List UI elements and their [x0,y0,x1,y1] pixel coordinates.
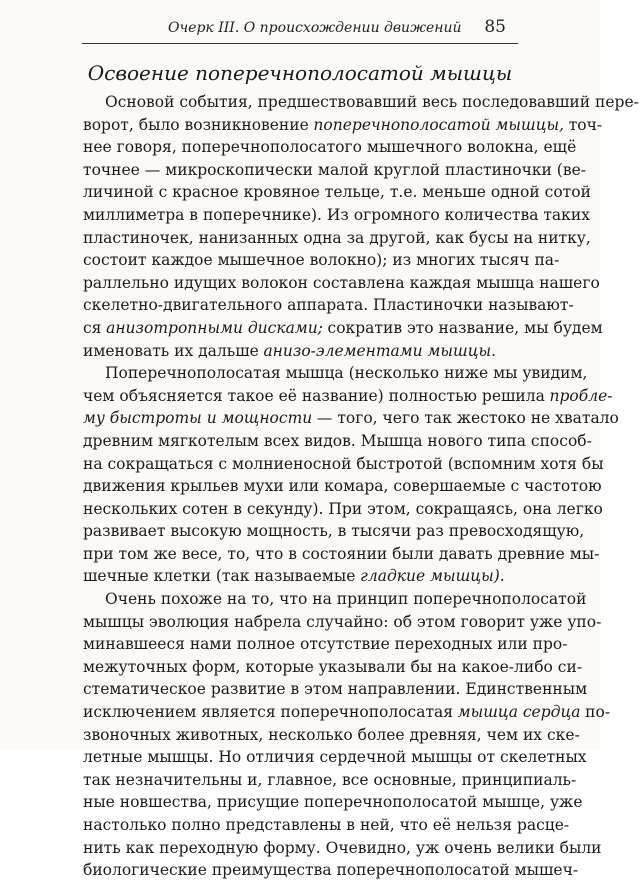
text-line [83,249,560,272]
text-run: летные мышцы. Но отличия сердечной мышцы от скелетных [83,748,587,767]
text-run: скелетно-двигательного аппарата. Пластиночки называют- [83,296,574,315]
text-line [83,159,586,182]
text-run: нить как переходную форму. Очевидно, уж очень велики были [83,838,602,857]
text-run: личиной с красное кровяное тельце, т.е. меньше одной сотой [83,183,591,202]
paragraph-3 [83,588,611,882]
text-line [83,181,591,204]
text-run: на сокращаться с молниеносной быстротой (вспомним хотя бы [83,454,604,473]
text-run: Очень похоже на то, что на принцип поперечнополосатой [105,590,587,609]
text-run: точ- [568,115,603,134]
italic-term: мышца сердца [457,703,581,722]
text-line [83,475,602,498]
text-line [83,340,541,363]
text-run: миллиметра в поперечнике). Из огромного количества таких [83,205,590,224]
text-run: звоночных животных, несколько более древняя, чем их ске- [83,725,580,744]
italic-term: поперечнополосатой мышцы, [313,115,565,134]
header-rule [82,43,518,44]
text-run: шечные клетки (так называемые [83,567,356,586]
text-line [83,114,603,137]
paragraph-2 [83,362,619,588]
text-line [83,91,639,114]
text-run: древним мягкотелым всех видов. Мышца нового типа способ- [83,431,592,450]
text-run: ся [83,318,102,337]
text-line [83,498,603,521]
body-text [83,91,639,882]
italic-term: му быстроты и мощности [83,409,313,428]
page-number: 85 [484,17,506,37]
text-line [83,859,579,882]
text-line [83,407,619,430]
text-run: нескольких сотен в секунду). При этом, сокращаясь, она легко [83,499,603,518]
text-line [83,678,588,701]
text-line [83,430,592,453]
text-line [83,565,541,588]
text-line [83,294,574,317]
text-line [83,520,585,543]
text-line [83,611,602,634]
text-line [83,724,580,747]
text-line [83,791,583,814]
text-run: сократив это название, мы будем [327,318,603,337]
text-line [83,701,611,724]
text-run: Основой события, предшествовавший весь последовавший пере- [105,93,639,111]
text-run: раллельно идущих волокон составлена каждая мышца нашего [83,273,600,292]
text-line [83,837,602,860]
text-run: нее говоря, поперечнополосатого мышечного волокна, ещё [83,138,577,157]
text-run: при том же весе, то, что в состоянии были давать древние мы- [83,544,600,563]
text-run: состоит каждое мышечное волокно); из многих тысяч па- [83,251,560,270]
text-line [83,453,604,476]
text-line [83,227,591,250]
text-run: ные новшества, присущие поперечнополосатой мышце, уже [83,793,583,812]
text-run: биологические преимущества поперечнополосатой мышеч- [83,861,579,880]
text-line [83,746,587,769]
text-run: точнее — микроскопически малой круглой пластиночки (ве- [83,160,586,179]
text-line [83,633,568,656]
text-run: так незначительны и, главное, все основные, принципиаль- [83,770,577,789]
paragraph-1 [83,91,639,362]
text-line [83,543,600,566]
text-run: межуточных форм, которые указывали бы на какое-либо си- [83,657,583,676]
italic-term: пробле- [549,386,613,405]
text-run: стематическое развитие в этом направлении. Единственным [83,680,588,699]
text-line [83,136,577,159]
text-line [83,814,570,837]
running-head: Очерк III. О происхождении движений [168,20,462,36]
italic-term: анизотропными дисками; [106,318,323,337]
text-run: по- [585,703,611,722]
text-run: исключением является поперечнополосатая [83,703,454,722]
italic-term: анизо-элементами мышцы. [263,341,497,360]
text-run: ворот, было возникновение [83,115,309,134]
text-line [83,385,613,408]
text-run: именовать их дальше [83,341,259,360]
text-line [83,656,583,679]
text-line [83,272,600,295]
text-run: минавшееся нами полное отсутствие переходных или про- [83,635,568,654]
text-run: настолько полно представлены в ней, что её нельзя расце- [83,816,570,834]
section-title: Освоение поперечнополосатой мышцы [87,61,513,85]
text-line [83,362,588,385]
text-run: чем объясняется такое её название) полностью решила [83,386,545,405]
text-line [83,588,587,611]
text-run: движения крыльев мухи или комара, совершаемые с частотою [83,477,602,496]
text-run: Поперечнополосатая мышца (несколько ниже мы увидим, [105,364,588,383]
italic-term: гладкие мышцы). [360,567,505,586]
text-run: мышцы эволюция набрела случайно: об этом говорит уже упо- [83,612,602,631]
text-run: пластиночек, нанизанных одна за другой, как бусы на нитку, [83,228,591,247]
text-run: развивает высокую мощность, в тысячи раз превосходящую, [83,522,585,541]
text-line [83,769,577,792]
text-line [83,204,590,227]
text-run: — того, чего так жестоко не хватало [316,409,619,428]
text-line [83,317,603,340]
